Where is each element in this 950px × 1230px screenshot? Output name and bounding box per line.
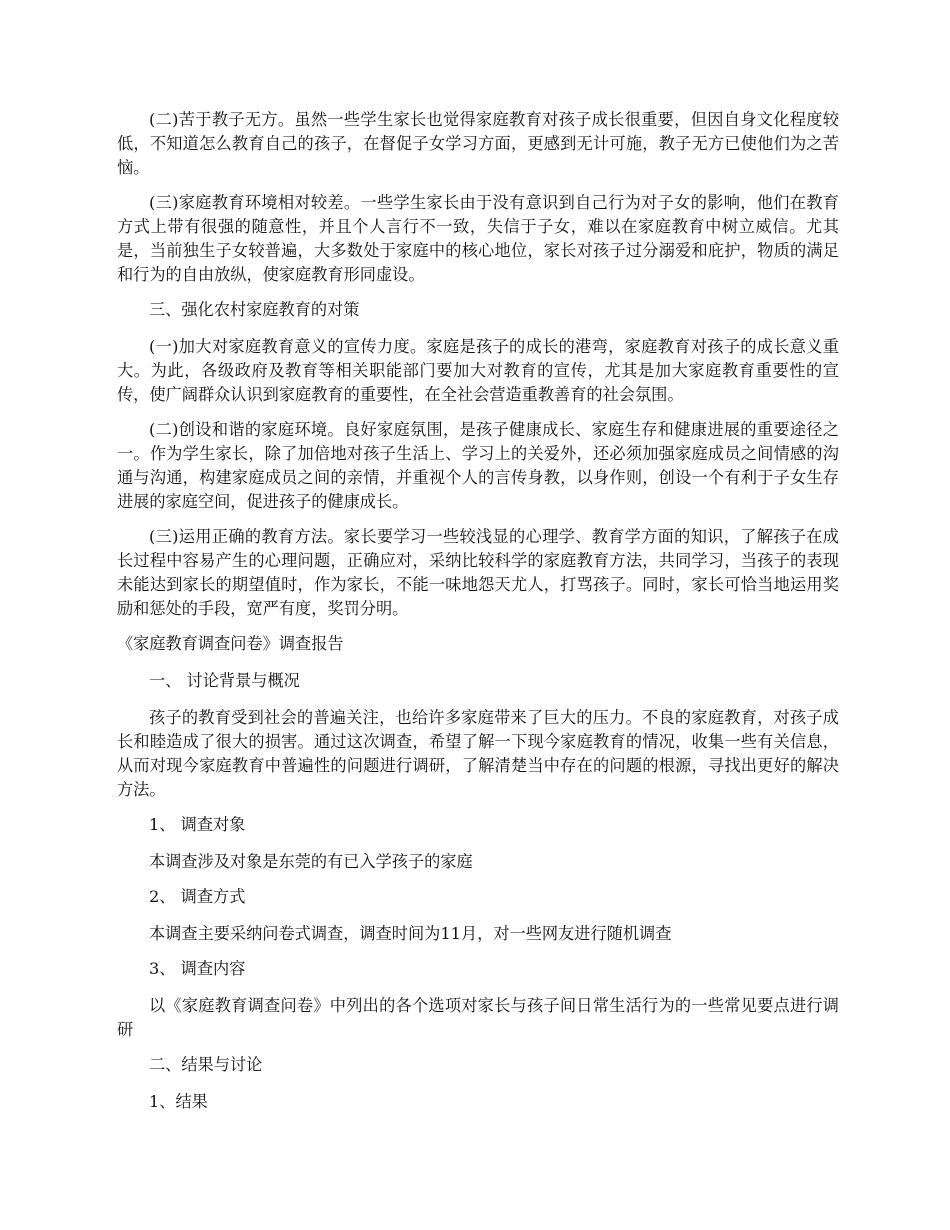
document-body	[117, 108, 839, 1127]
section-heading-results: 二、结果与讨论	[149, 1055, 263, 1074]
paragraph-background: 孩子的教育受到社会的普遍关注，也给许多家庭带来了巨大的压力。不良的家庭教育，对孩子成长和睦造成了很大的损害。通过这次调查，希望了解一下现今家庭教育的情况，收集一些有关信息，从而对现今家庭教育中普遍性的问题进行调研，了解清楚当中存在的问题的根源，寻找出更好的解决方法。	[117, 708, 839, 799]
paragraph-publicity: (一)加大对家庭教育意义的宣传力度。家庭是孩子的成长的港弯，家庭教育对孩子的成长意义重大。为此，各级政府及教育等相关职能部门要加大对教育的宣传，尤其是加大家庭教育重要性的宣传，使广阔群众认识到家庭教育的重要性，在全社会营造重教善育的社会氛围。	[117, 337, 839, 404]
paragraph-survey-method: 本调查主要采纳问卷式调查，调查时间为11月，对一些网友进行随机调查	[149, 924, 672, 943]
subheading-results: 1、结果	[149, 1092, 208, 1111]
report-title: 《家庭教育调查问卷》调查报告	[117, 634, 344, 653]
paragraph-harmonious-environment: (二)创设和谐的家庭环境。良好家庭氛围，是孩子健康成长、家庭生存和健康进展的重要途径之一。作为学生家长，除了加倍地对孩子生活上、学习上的关爱外，还必须加强家庭成员之间情感的沟通与沟通，构建家庭成员之间的亲情，并重视个人的言传身教，以身作则，创设一个有利于子女生存进展的家庭空间，促进孩子的健康成长。	[117, 420, 839, 511]
section-heading-background: 一、 讨论背景与概况	[149, 671, 300, 690]
subheading-survey-subjects: 1、 调查对象	[149, 815, 246, 834]
paragraph-home-environment: (三)家庭教育环境相对较差。一些学生家长由于没有意识到自己行为对子女的影响，他们在教育方式上带有很强的随意性，并且个人言行不一致，失信于子女，难以在家庭教育中树立威信。尤其是，当前独生子女较普遍，大多数处于家庭中的核心地位，家长对孩子过分溺爱和庇护，物质的满足和行为的自由放纵，使家庭教育形同虚设。	[117, 193, 839, 284]
subheading-survey-method: 2、 调查方式	[149, 887, 246, 906]
paragraph-parenting-difficulty: (二)苦于教子无方。虽然一些学生家长也觉得家庭教育对孩子成长很重要，但因自身文化程度较低，不知道怎么教育自己的孩子，在督促子女学习方面，更感到无计可施，教子无方已使他们为之苦恼。	[117, 110, 839, 177]
subheading-survey-content: 3、 调查内容	[149, 959, 246, 978]
paragraph-survey-content: 以《家庭教育调查问卷》中列出的各个选项对家长与孩子间日常生活行为的一些常见要点进行调研	[117, 996, 839, 1039]
paragraph-correct-methods: (三)运用正确的教育方法。家长要学习一些较浅显的心理学、教育学方面的知识，了解孩子在成长过程中容易产生的心理问题，正确应对，采纳比较科学的家庭教育方法，共同学习，当孩子的表现未能达到家长的期望值时，作为家长，不能一味地怨天尤人，打骂孩子。同时，家长可恰当地运用奖励和惩处的手段，宽严有度，奖罚分明。	[117, 527, 839, 618]
paragraph-survey-subjects: 本调查涉及对象是东莞的有已入学孩子的家庭	[149, 852, 473, 871]
section-heading-strategies: 三、强化农村家庭教育的对策	[149, 300, 360, 319]
